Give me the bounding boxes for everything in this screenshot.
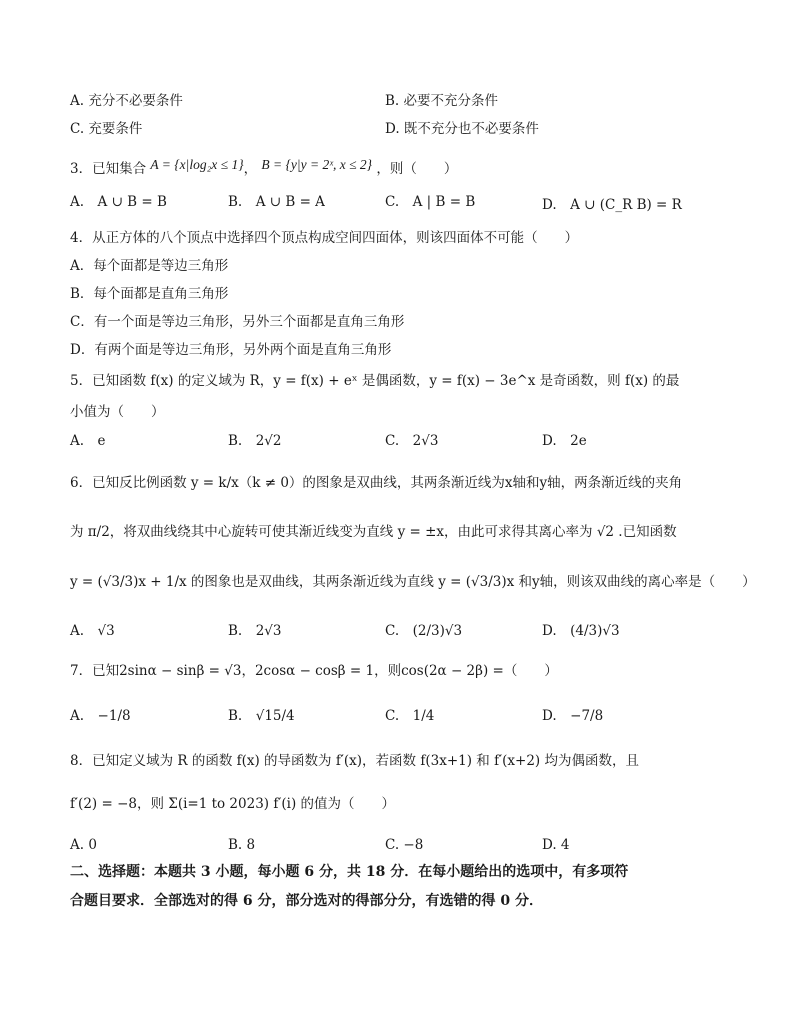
q3-option-a: A. A ∪ B = B bbox=[70, 194, 167, 210]
q7-option-d: D. −7/8 bbox=[542, 708, 604, 724]
q3-option-b: B. A ∪ B = A bbox=[228, 194, 325, 210]
q8-option-b: B. 8 bbox=[228, 837, 256, 853]
q8-line2: f′(2) = −8，则 Σ(i=1 to 2023) f′(i) 的值为（ ） bbox=[70, 796, 396, 812]
q3-option-d: D. A ∪ (C_R B) = R bbox=[542, 197, 682, 213]
q8-option-d: D. 4 bbox=[542, 837, 570, 853]
q5-option-b: B. 2√2 bbox=[228, 433, 282, 449]
section2-line1: 二、选择题：本题共 3 小题，每小题 6 分，共 18 分．在每小题给出的选项中，有多项符 bbox=[70, 864, 629, 880]
q7-option-b: B. √15/4 bbox=[228, 708, 295, 724]
q8-option-a: A. 0 bbox=[70, 837, 97, 853]
q3-comma: ， bbox=[243, 161, 258, 177]
q5-option-d: D. 2e bbox=[542, 433, 587, 449]
q2-option-c: C. 充要条件 bbox=[70, 121, 143, 137]
q5-option-c: C. 2√3 bbox=[385, 433, 439, 449]
q7-option-c: C. 1/4 bbox=[385, 708, 435, 724]
q2-option-d: D. 既不充分也不必要条件 bbox=[385, 121, 539, 137]
q7-stem: 7．已知2sinα − sinβ = √3，2cosα − cosβ = 1，则cos(2α − 2β) =（ ） bbox=[70, 663, 558, 679]
q5-option-a: A. e bbox=[70, 433, 106, 449]
q8-line1: 8．已知定义域为 R 的函数 f(x) 的导函数为 f′(x)，若函数 f(3x+1) 和 f′(x+2) 均为偶函数，且 bbox=[70, 753, 639, 769]
q5-line1: 5．已知函数 f(x) 的定义域为 R，y = f(x) + eˣ 是偶函数，y = f(x) − 3e^x 是奇函数，则 f(x) 的最 bbox=[70, 373, 680, 389]
q3-stem-prefix: 3．已知集合 bbox=[70, 161, 147, 177]
q8-option-c: C. −8 bbox=[385, 837, 424, 853]
q6-option-b: B. 2√3 bbox=[228, 623, 282, 639]
q2-option-b: B. 必要不充分条件 bbox=[385, 93, 499, 109]
q6-option-d: D. (4/3)√3 bbox=[542, 623, 620, 639]
q3-stem-suffix: ，则（ ） bbox=[376, 161, 458, 177]
q2-option-a: A. 充分不必要条件 bbox=[70, 93, 183, 109]
q6-line2: 为 π/2，将双曲线绕其中心旋转可使其渐近线变为直线 y = ±x，由此可求得其离心率为 √2 .已知函数 bbox=[70, 524, 677, 540]
q5-line2: 小值为（ ） bbox=[70, 404, 165, 420]
q6-option-c: C. (2/3)√3 bbox=[385, 623, 463, 639]
q3-option-c: C. A | B = B bbox=[385, 194, 476, 210]
q3-set-b: B = {y|y = 2ˣ, x ≤ 2} bbox=[261, 157, 373, 172]
q3-set-a: A = {x|log₂x ≤ 1} bbox=[150, 157, 244, 172]
q4-option-d: D．有两个面是等边三角形，另外两个面是直角三角形 bbox=[70, 342, 392, 358]
q6-line1: 6．已知反比例函数 y = k/x（k ≠ 0）的图象是双曲线，其两条渐近线为x轴和y轴，两条渐近线的夹角 bbox=[70, 475, 683, 491]
q4-option-b: B．每个面都是直角三角形 bbox=[70, 286, 229, 302]
q6-option-a: A. √3 bbox=[70, 623, 115, 639]
q7-option-a: A. −1/8 bbox=[70, 708, 131, 724]
q3-stem bbox=[70, 157, 458, 178]
q4-option-a: A．每个面都是等边三角形 bbox=[70, 258, 229, 274]
q6-line3: y = (√3/3)x + 1/x 的图象也是双曲线，其两条渐近线为直线 y = (√3/3)x 和y轴，则该双曲线的离心率是（ ） bbox=[70, 574, 756, 590]
q4-option-c: C．有一个面是等边三角形，另外三个面都是直角三角形 bbox=[70, 314, 405, 330]
q4-stem: 4．从正方体的八个顶点中选择四个顶点构成空间四面体，则该四面体不可能（ ） bbox=[70, 230, 579, 246]
section2-line2: 合题目要求．全部选对的得 6 分，部分选对的得部分分，有选错的得 0 分． bbox=[70, 893, 543, 909]
